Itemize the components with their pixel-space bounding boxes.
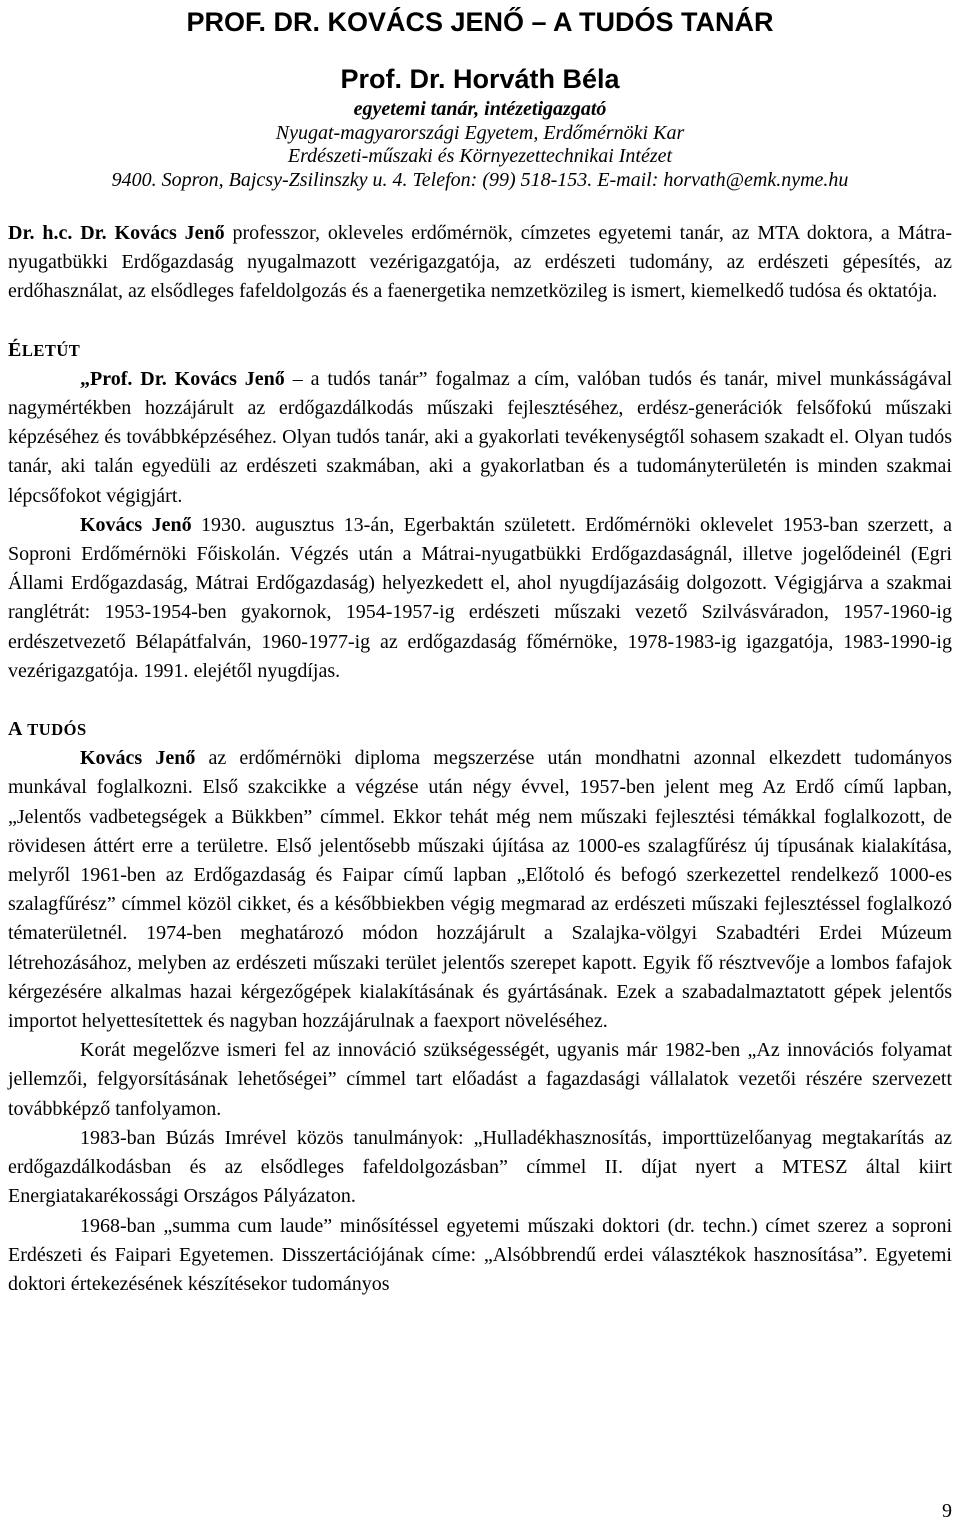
intro-paragraph [8, 219, 952, 307]
tudos-paragraph-4: 1968-ban „summa cum laude” minősítéssel egyetemi műszaki doktori (dr. techn.) címet szerez a soproni Erdészeti és Faipari Egyetemen. Disszertációjának címe: „Alsóbbrendű erdei választékok hasznosítása”. Egyetemi doktori értekezésének készítésekor tudományos [8, 1214, 952, 1295]
eletut-p1-lead: Prof. Dr. Kovács Jenő [90, 367, 285, 390]
section-title-eletut: ÉLETÚT [8, 338, 81, 361]
page-number: 9 [942, 1500, 952, 1522]
author-institute: Erdészeti-műszaki és Környezettechnikai Intézet [287, 145, 673, 167]
eletut-p2-lead: Kovács Jenő [80, 513, 192, 536]
section-title-tudos: A TUDÓS [8, 718, 87, 741]
tudos-paragraph-1: Kovács Jenő az erdőmérnöki diploma megszerzése után mondhatni azonnal elkezdett tudományos munkával foglalkozni. Első szakcikke a végzése után négy évvel, 1957-ben jelent meg Az Erdő című lapban, „Jelentős vadbetegségek a Bükkben” címmel. Ekkor tehát még nem műszaki fejlesztési témákkal foglalkozott, de rövidesen áttért erre a területre. Első jelentősebb műszaki újítása az 1000-es szalagfűrész új típusának kialakítása, melyről 1961-ben az Erdőgazdaság és Faipar című lapban „Előtoló és befogó szerkezettel rendelkező 1000-es szalagfűrész” címmel közöl cikket, és a későbbiekben végig megmarad az erdészeti műszaki fejlesztéssel foglalkozó tématerületnél. 1974-ben meghatározó módon hozzájárult a Szalajka-völgyi Szabadtéri Erdei Múzeum létrehozásához, melyben az erdészeti műszaki terület jelentős szerepet kapott. Egyik fő résztvevője a lombos fafajok kérgezésére alkalmas hazai kérgezőgépek kialakításának és gyártásának. Ezek a szabadalmaztatott gépek jelentős importot helyettesítettek és nagyban hozzájárulnak a faexport növeléséhez. [8, 747, 953, 1033]
author-university: Nyugat-magyarországi Egyetem, Erdőmérnöki Kar [275, 121, 685, 144]
intro-text: professzor, okleveles erdőmérnök, címzetes egyetemi tanár, az MTA doktora, a Mátra-nyugatbükki Erdőgazdaság nyugalmazott vezérigazgatója, az erdészeti tudomány, az erdészeti gépesítés, az erdőhasználat, az elsődleges fafeldolgozás és a faenergetika nemzetközileg is ismert, kiemelkedő tudósa és oktatója. [8, 222, 953, 303]
author-position: egyetemi tanár, intézetigazgató [353, 98, 607, 120]
tudos-p1-lead: Kovács Jenő [80, 747, 196, 770]
author-address: 9400. Sopron, Bajcsy-Zsilinszky u. 4. Telefon: (99) 518-153. E-mail: horvath@emk.nyme.hu [111, 168, 849, 191]
article-body [8, 219, 952, 1299]
tudos-paragraph-3: 1983-ban Búzás Imrével közös tanulmányok: „Hulladékhasznosítás, importtüzelőanyag megtakarítás az erdőgazdálkodásban és az elsődleges fafeldolgozásban” címmel II. díjat nyert a MTESZ által kiirt Energiatakarékossági Országos Pályázaton. [8, 1126, 952, 1208]
article-title: PROF. DR. KOVÁCS JENŐ – A TUDÓS TANÁR [186, 7, 774, 37]
eletut-paragraph-1: „Prof. Dr. Kovács Jenő – a tudós tanár” fogalmaz a cím, valóban tudós és tanár, mivel munkásságával nagymértékben hozzájárult az erdőgazdálkodás műszaki fejlesztéséhez, erdész-generációk felsőfokú műszaki képzéséhez és továbbképzéséhez. Olyan tudós tanár, aki a gyakorlati tevékenységtől sohasem szakadt el. Olyan tudós tanár, aki talán egyedüli az erdészeti szakmában, aki a gyakorlatban és a tudományterületén is minden szakmai lépcsőfokot végigjárt. [8, 367, 953, 507]
author-name: Prof. Dr. Horváth Béla [340, 64, 620, 94]
eletut-paragraph-2: Kovács Jenő 1930. augusztus 13-án, Egerbaktán született. Erdőmérnöki oklevelet 1953-ban szerzett, a Soproni Erdőmérnöki Főiskolán. Végzés után a Mátrai-nyugatbükki Erdőgazdaságnál, illetve jogelődeinél (Egri Állami Erdőgazdaság, Mátrai Erdőgazdaság) helyezkedett el, ahol nyugdíjazásáig dolgozott. Végigjárva a szakmai ranglétrát: 1953-1954-ben gyakornok, 1954-1957-ig erdészeti műszaki vezető Szilvásváradon, 1957-1960-ig erdészetvezető Bélapátfalván, 1960-1977-ig az erdőgazdaság főmérnöke, 1978-1983-ig igazgatója, 1983-1990-ig vezérigazgatója. 1991. elejétől nyugdíjas. [8, 513, 952, 682]
author-block [0, 62, 960, 192]
intro-lead: Dr. h.c. Dr. Kovács Jenő [8, 222, 225, 244]
tudos-paragraph-2: Korát megelőzve ismeri fel az innováció szükségességét, ugyanis már 1982-ben „Az innovációs folyamat jellemzői, felgyorsításának lehetőségei” címmel tart előadást a fagazdasági vállalatok vezetői részére szervezett továbbképző tanfolyamon. [8, 1039, 952, 1120]
